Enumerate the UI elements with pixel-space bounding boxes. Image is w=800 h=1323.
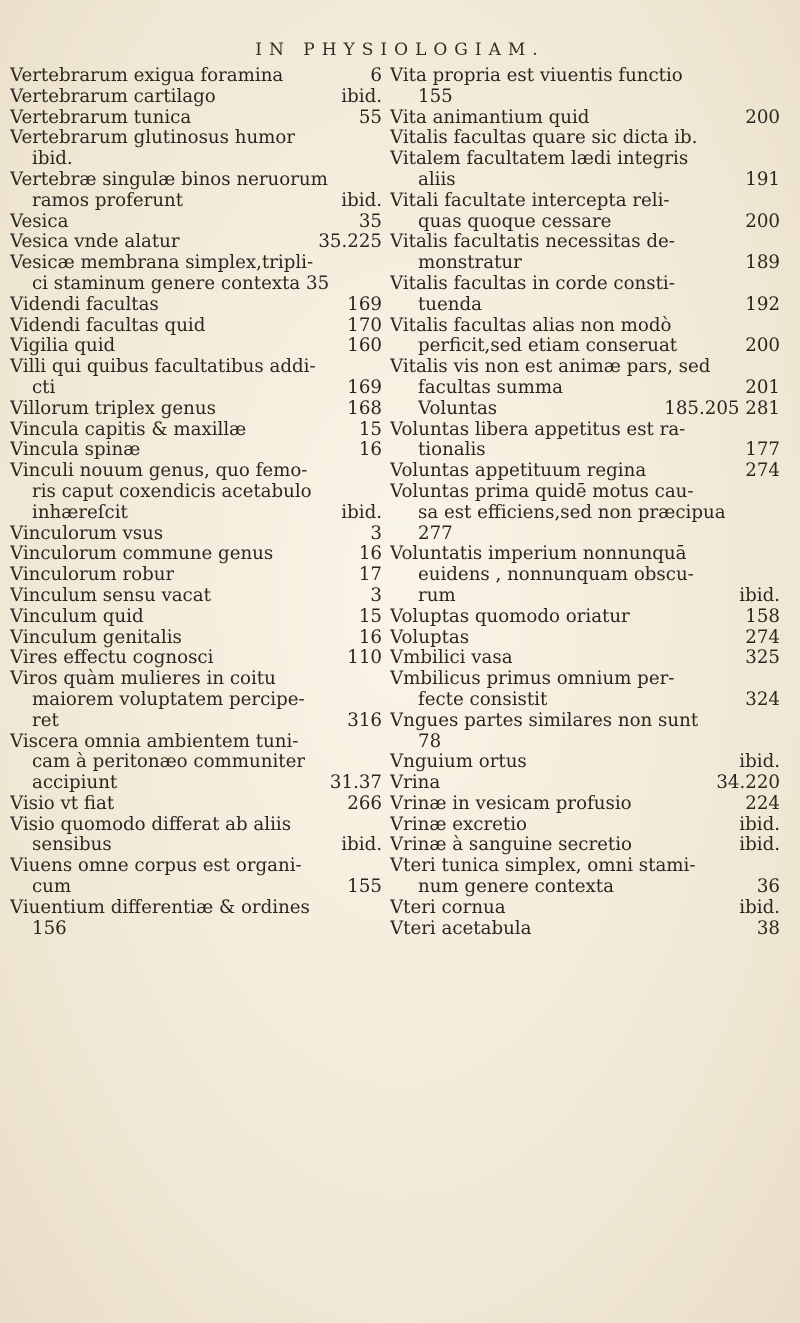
index-entry <box>10 586 382 607</box>
entry-text: Viuentium differentiæ & ordines <box>10 897 310 918</box>
index-entry <box>10 357 382 378</box>
page-reference: 266 <box>347 792 382 814</box>
page-reference: 36 <box>756 876 780 898</box>
entry-text: 78 <box>418 731 442 752</box>
page-reference: 325 <box>745 647 780 669</box>
index-entry <box>10 461 382 482</box>
page-reference: 110 <box>347 647 382 669</box>
index-entry <box>10 399 382 420</box>
index-entry <box>10 544 382 565</box>
page-reference: 201 <box>745 376 780 398</box>
page-reference: 55 <box>358 106 382 128</box>
entry-text: perficit,sed etiam conseruat <box>418 336 678 357</box>
page-reference: 224 <box>745 792 780 814</box>
entry-text: ret <box>32 710 59 731</box>
page-reference: 169 <box>347 293 382 315</box>
entry-text: facultas summa <box>418 377 563 398</box>
index-entry <box>10 316 382 337</box>
entry-text: Vrinæ excretio <box>390 814 527 835</box>
entry-text: Vrinæ à sanguine secretio <box>390 835 632 856</box>
index-entry <box>390 586 780 607</box>
page-reference: 170 <box>347 314 382 336</box>
index-entry <box>390 232 780 253</box>
page-reference: 31.37 <box>329 772 382 794</box>
index-entry <box>10 295 382 316</box>
page-reference: 3 <box>370 584 382 606</box>
entry-text: Vitalis facultas alias non modò <box>390 315 672 336</box>
entry-text: Voluptas <box>390 627 470 648</box>
page-reference: 316 <box>347 709 382 731</box>
page-reference: ibid. <box>739 813 780 835</box>
page-reference: 191 <box>745 168 780 190</box>
index-entry <box>390 628 780 649</box>
index-entry <box>10 420 382 441</box>
index-column-left <box>10 66 382 1206</box>
page-reference: 324 <box>745 688 780 710</box>
index-entry <box>390 856 780 877</box>
index-entry <box>390 669 780 690</box>
index-entry <box>390 877 780 898</box>
entry-text: Vertebrarum glutinosus humor <box>10 128 296 149</box>
page-reference: 35.225 <box>318 231 382 253</box>
entry-text: sensibus <box>32 835 112 856</box>
entry-text: Vita propria est viuentis functio <box>390 66 683 86</box>
entry-text: Vertebrarum cartilago <box>10 86 216 107</box>
index-entry <box>10 773 382 794</box>
entry-text: ibid. <box>32 149 73 170</box>
entry-text: Vinculum genitalis <box>10 627 182 648</box>
entry-text: Vita animantium quid <box>390 107 590 128</box>
page-reference: 189 <box>745 252 780 274</box>
page-reference: 155 <box>347 876 382 898</box>
entry-text: Voluptas quomodo oriatur <box>390 606 630 627</box>
entry-text: Vires effectu cognosci <box>10 648 214 669</box>
entry-text: ramos proferunt <box>32 190 184 211</box>
index-entry <box>390 565 780 586</box>
entry-text: Vteri tunica simplex, omni stami- <box>390 856 696 877</box>
page-reference: 200 <box>745 335 780 357</box>
entry-text: Vinculum quid <box>10 606 144 627</box>
page-reference: 274 <box>745 460 780 482</box>
entry-text: Viros quàm mulieres in coitu <box>10 669 276 690</box>
entry-text: Voluntas <box>418 398 498 419</box>
index-entry <box>390 773 780 794</box>
entry-text: monstratur <box>418 253 522 274</box>
entry-text: Vteri cornua <box>390 897 506 918</box>
index-entry <box>390 794 780 815</box>
index-entry <box>10 170 382 191</box>
entry-text: sa est efficiens,sed non præcipua <box>418 502 726 523</box>
index-entry <box>390 461 780 482</box>
entry-text: rum <box>418 585 456 606</box>
index-entry <box>390 648 780 669</box>
page-reference: ibid. <box>341 85 382 107</box>
page-reference: ibid. <box>739 834 780 856</box>
page-reference: 274 <box>745 626 780 648</box>
index-entry <box>10 607 382 628</box>
index-entry <box>390 524 780 545</box>
index-entry <box>390 191 780 212</box>
index-entry <box>10 815 382 836</box>
index-entry <box>10 898 382 919</box>
entry-text: Vesica <box>10 211 69 232</box>
index-entry <box>390 711 780 732</box>
index-entry <box>10 378 382 399</box>
entry-text: Vngues partes similares non sunt <box>390 710 699 731</box>
entry-text: Visio vt fiat <box>10 793 115 814</box>
page-reference: 200 <box>745 210 780 232</box>
index-entry <box>390 732 780 753</box>
index-entry <box>10 690 382 711</box>
entry-text: Vertebrarum exigua foramina <box>10 66 284 86</box>
index-entry <box>390 87 780 108</box>
index-entry <box>10 919 382 940</box>
entry-text: Viscera omnia ambientem tuni- <box>10 731 299 752</box>
index-entry <box>390 66 780 87</box>
page-reference: 6 <box>370 65 382 86</box>
index-entry <box>10 877 382 898</box>
page-reference: 38 <box>756 917 780 939</box>
page-reference: 185.205 281 <box>664 397 780 419</box>
page-reference: 16 <box>358 626 382 648</box>
page-reference: ibid. <box>341 189 382 211</box>
index-entry <box>10 128 382 149</box>
index-entry <box>390 336 780 357</box>
index-entry <box>10 565 382 586</box>
entry-text: 277 <box>418 523 453 544</box>
page-reference: ibid. <box>341 501 382 523</box>
page-reference: 15 <box>358 418 382 440</box>
entry-text: Vinculorum robur <box>10 565 175 586</box>
index-entry <box>10 212 382 233</box>
entry-text: tionalis <box>418 440 486 461</box>
entry-text: Vrina <box>390 773 441 794</box>
entry-text: euidens , nonnunquam obscu- <box>418 565 694 586</box>
page-reference: 35 <box>358 210 382 232</box>
index-entry <box>390 295 780 316</box>
entry-text: ris caput coxendicis acetabulo <box>32 481 312 502</box>
index-entry <box>390 399 780 420</box>
index-entry <box>10 253 382 274</box>
index-entry <box>10 66 382 87</box>
index-entry <box>390 212 780 233</box>
entry-text: accipiunt <box>32 773 118 794</box>
entry-text: Vesicæ membrana simplex,tripli- <box>10 253 314 274</box>
entry-text: Vitalem facultatem lædi integris <box>390 149 689 170</box>
entry-text: Vertebrarum tunica <box>10 107 192 128</box>
entry-text: cti <box>32 377 56 398</box>
entry-text: Vinculi nouum genus, quo femo- <box>10 461 308 482</box>
entry-text: Voluntatis imperium nonnunquā <box>390 544 687 565</box>
entry-text: tuenda <box>418 294 482 315</box>
entry-text: Vinculorum commune genus <box>10 544 274 565</box>
index-entry <box>390 357 780 378</box>
index-entry <box>390 108 780 129</box>
entry-text: 156 <box>32 918 67 939</box>
page-reference: 158 <box>745 605 780 627</box>
index-entry <box>390 170 780 191</box>
page-reference: ibid. <box>739 896 780 918</box>
entry-text: Vigilia quid <box>10 336 116 357</box>
entry-text: Vesica vnde alatur <box>10 232 180 253</box>
page-reference: 160 <box>347 335 382 357</box>
index-entry <box>10 503 382 524</box>
index-entry <box>10 752 382 773</box>
entry-text: Vinculorum vsus <box>10 523 164 544</box>
index-entry <box>10 482 382 503</box>
entry-text: ci staminum genere contexta 35 <box>32 273 330 294</box>
entry-text: Vinculum sensu vacat <box>10 585 211 606</box>
index-entry <box>10 108 382 129</box>
index-entry <box>390 919 780 940</box>
index-entry <box>390 690 780 711</box>
page-reference: 168 <box>347 397 382 419</box>
index-entry <box>10 835 382 856</box>
entry-text: Vincula spinæ <box>10 440 141 461</box>
index-entry <box>10 232 382 253</box>
index-entry <box>390 607 780 628</box>
page-reference: 3 <box>370 522 382 544</box>
entry-text: Vitali facultate intercepta reli- <box>390 190 670 211</box>
entry-text: inhæreſcit <box>32 502 128 523</box>
entry-text: Voluntas libera appetitus est ra- <box>390 419 686 440</box>
index-entry <box>390 440 780 461</box>
entry-text: Vitalis facultas quare sic dicta ib. <box>390 128 698 149</box>
index-entry <box>10 191 382 212</box>
page-reference: ibid. <box>739 584 780 606</box>
entry-text: Viuens omne corpus est organi- <box>10 856 302 877</box>
index-entry <box>10 524 382 545</box>
entry-text: Villi qui quibus facultatibus addi- <box>10 357 316 378</box>
index-entry <box>390 482 780 503</box>
entry-text: Vteri acetabula <box>390 918 532 939</box>
entry-text: Vitalis vis non est animæ pars, sed <box>390 357 711 378</box>
index-entry <box>10 149 382 170</box>
page-reference: 192 <box>745 293 780 315</box>
index-entry <box>10 711 382 732</box>
entry-text: fecte consistit <box>418 689 548 710</box>
page-reference: ibid. <box>739 751 780 773</box>
index-entry <box>390 815 780 836</box>
index-entry <box>390 503 780 524</box>
entry-text: quas quoque cessare <box>418 211 612 232</box>
page-reference: ibid. <box>341 834 382 856</box>
index-entry <box>10 274 382 295</box>
index-entry <box>390 253 780 274</box>
entry-text: num genere contexta <box>418 877 614 898</box>
index-entry <box>10 87 382 108</box>
index-entry <box>390 128 780 149</box>
entry-text: maiorem voluptatem percipe- <box>32 689 305 710</box>
index-entry <box>390 274 780 295</box>
entry-text: Vmbilici vasa <box>390 648 513 669</box>
entry-text: Visio quomodo differat ab aliis <box>10 814 292 835</box>
entry-text: Vincula capitis & maxillæ <box>10 419 247 440</box>
entry-text: Vmbilicus primus omnium per- <box>390 669 675 690</box>
index-entry <box>390 149 780 170</box>
entry-text: Vnguium ortus <box>390 752 527 773</box>
page-reference: 34.220 <box>716 772 780 794</box>
index-entry <box>390 544 780 565</box>
entry-text: Videndi facultas <box>10 294 159 315</box>
index-entry <box>10 336 382 357</box>
index-entry <box>390 752 780 773</box>
index-entry <box>390 420 780 441</box>
entry-text: Villorum triplex genus <box>10 398 216 419</box>
entry-text: cam à peritonæo communiter <box>32 752 306 773</box>
index-entry <box>10 794 382 815</box>
running-header: IN PHYSIOLOGIAM. <box>255 40 545 60</box>
entry-text: Voluntas prima quidē motus cau- <box>390 481 694 502</box>
page-reference: 200 <box>745 106 780 128</box>
entry-text: Vrinæ in vesicam profusio <box>390 793 632 814</box>
index-entry <box>10 628 382 649</box>
index-entry <box>10 856 382 877</box>
index-entry <box>390 835 780 856</box>
index-entry <box>390 378 780 399</box>
entry-text: Vitalis facultatis necessitas de- <box>390 232 675 253</box>
entry-text: Videndi facultas quid <box>10 315 206 336</box>
entry-text: cum <box>32 877 72 898</box>
entry-text: Vitalis facultas in corde consti- <box>390 273 675 294</box>
index-column-right <box>390 66 780 1206</box>
entry-text: aliis <box>418 169 456 190</box>
page-reference: 16 <box>358 543 382 565</box>
page-reference: 177 <box>745 439 780 461</box>
index-entry <box>10 440 382 461</box>
index-entry <box>390 316 780 337</box>
index-entry <box>390 898 780 919</box>
index-entry <box>10 732 382 753</box>
page-reference: 169 <box>347 376 382 398</box>
page-reference: 17 <box>358 564 382 586</box>
index-entry <box>10 648 382 669</box>
entry-text: Voluntas appetituum regina <box>390 461 647 482</box>
page-reference: 16 <box>358 439 382 461</box>
entry-text: 155 <box>418 86 453 107</box>
entry-text: Vertebræ singulæ binos neruorum <box>10 169 328 190</box>
index-entry <box>10 669 382 690</box>
page-reference: 15 <box>358 605 382 627</box>
